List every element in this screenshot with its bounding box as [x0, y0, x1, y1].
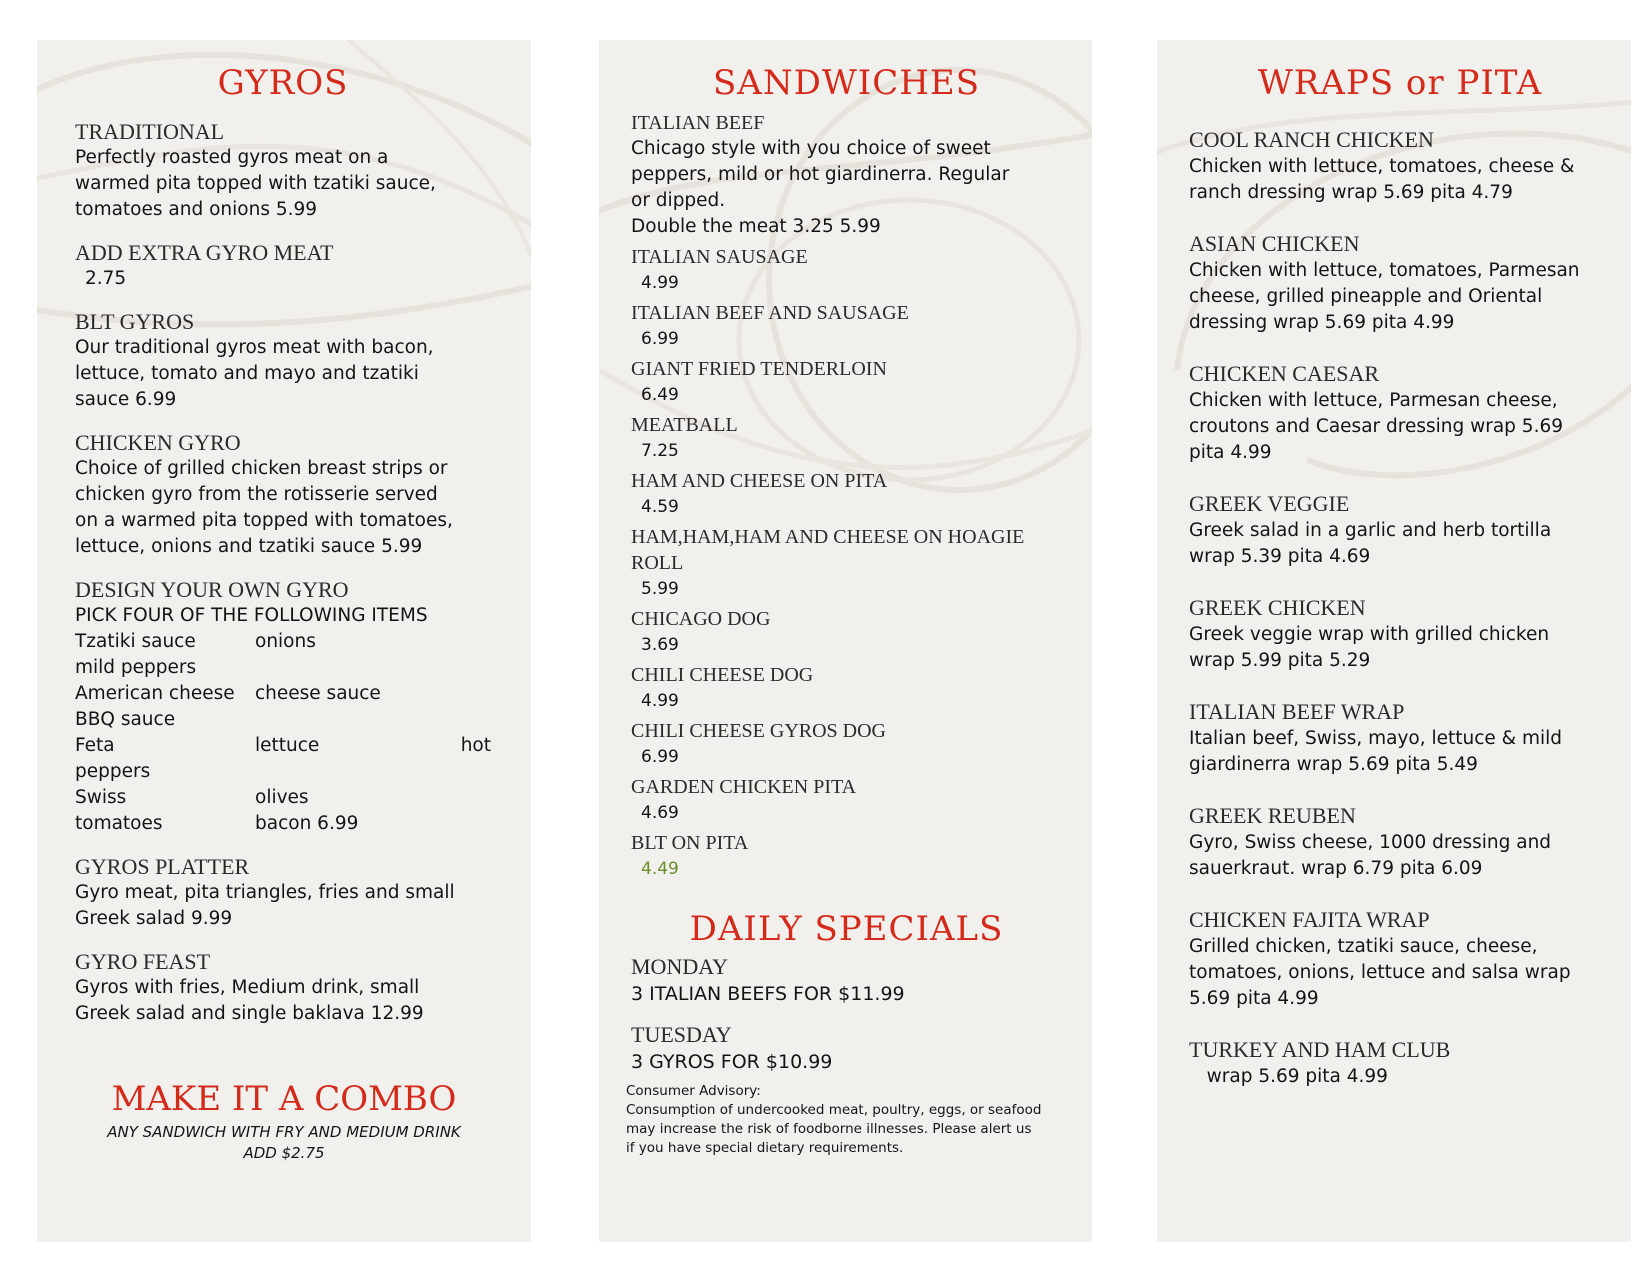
menu-item [631, 830, 1062, 882]
diy-option: olives [255, 787, 309, 808]
item-price: 2.75 [85, 268, 127, 289]
item-title: BLT GYROS [75, 309, 195, 334]
menu-item [1189, 802, 1611, 882]
menu-item [1189, 698, 1611, 778]
diy-option-row [75, 707, 491, 733]
item-title: CHICAGO DOG [631, 608, 771, 630]
special-deal: 3 ITALIAN BEEFS FOR $11.99 [631, 983, 905, 1005]
diy-option [437, 811, 491, 837]
menu-item [631, 774, 1062, 826]
diy-option [255, 707, 437, 733]
menu-item [1189, 360, 1611, 466]
item-description: Perfectly roasted gyros meat on a warmed pita topped with tzatiki sauce, tomatoes and onions 5.99 [75, 147, 436, 220]
diy-option-row [75, 629, 491, 655]
item-title: HAM AND CHEESE ON PITA [631, 470, 888, 492]
item-price: 4.59 [641, 497, 679, 517]
diy-option-row [75, 759, 491, 785]
diy-subtitle: PICK FOUR OF THE FOLLOWING ITEMS [75, 605, 428, 626]
diy-option: tomatoes [75, 813, 163, 834]
diy-option [437, 629, 491, 655]
item-title: CHICKEN CAESAR [1189, 361, 1380, 386]
item-price: 4.99 [641, 273, 679, 293]
diy-option [437, 655, 491, 681]
item-title: ITALIAN SAUSAGE [631, 246, 808, 268]
item-description: Choice of grilled chicken breast strips or chicken gyro from the rotisserie served on a warmed pita topped with tomatoes, lettuce, onions and tzatiki sauce 5.99 [75, 458, 453, 557]
menu-item [631, 110, 1062, 240]
item-description: Grilled chicken, tzatiki sauce, cheese, tomatoes, onions, lettuce and salsa wrap 5.69 pita 4.99 [1189, 936, 1571, 1009]
item-title: HAM,HAM,HAM AND CHEESE ON HOAGIE ROLL [631, 526, 1025, 574]
item-title: ASIAN CHICKEN [1189, 231, 1360, 256]
menu-item [631, 356, 1062, 408]
item-title: TURKEY AND HAM CLUB [1189, 1037, 1451, 1062]
item-title: ITALIAN BEEF WRAP [1189, 699, 1405, 724]
menu-item [75, 429, 491, 560]
item-title: GARDEN CHICKEN PITA [631, 776, 857, 798]
menu-item [75, 948, 491, 1027]
wraps-column [1157, 40, 1631, 1242]
diy-option: BBQ sauce [75, 709, 176, 730]
diy-option: cheese sauce [255, 683, 381, 704]
item-title: BLT ON PITA [631, 832, 749, 854]
diy-option [437, 785, 491, 811]
consumer-advisory: Consumer Advisory: Consumption of undercooked meat, poultry, eggs, or seafood may increase the risk of foodborne illnesses. Please alert us if you have special dietary requirements. [626, 1083, 1042, 1156]
menu-item [631, 662, 1062, 714]
diy-option: American cheese [75, 683, 235, 704]
diy-option: peppers [75, 761, 151, 782]
item-description: Chicken with lettuce, tomatoes, Parmesan cheese, grilled pineapple and Oriental dressing wrap 5.69 pita 4.99 [1189, 260, 1580, 333]
item-title: GREEK VEGGIE [1189, 491, 1350, 516]
item-title: ITALIAN BEEF AND SAUSAGE [631, 302, 909, 324]
menu-item [75, 239, 491, 292]
item-description: Our traditional gyros meat with bacon, lettuce, tomato and mayo and tzatiki sauce 6.99 [75, 337, 434, 410]
diy-option [437, 759, 491, 785]
item-description: Chicken with lettuce, Parmesan cheese, croutons and Caesar dressing wrap 5.69 pita 4.99 [1189, 390, 1563, 463]
menu-item [631, 524, 1062, 602]
item-title: COOL RANCH CHICKEN [1189, 127, 1434, 152]
item-description: Chicago style with you choice of sweet peppers, mild or hot giardinerra. Regular or dipped. Double the meat 3.25 5.99 [631, 138, 1010, 237]
item-title: TRADITIONAL [75, 119, 225, 144]
item-price: 6.99 [641, 747, 679, 767]
item-title: GYROS PLATTER [75, 854, 250, 879]
item-title: CHICKEN FAJITA WRAP [1189, 907, 1430, 932]
item-description: wrap 5.69 pita 4.99 [1189, 1066, 1388, 1087]
diy-option-row [75, 655, 491, 681]
gyros-heading: GYROS [217, 63, 349, 103]
diy-option: lettuce [255, 735, 320, 756]
item-title: DESIGN YOUR OWN GYRO [75, 577, 349, 602]
item-description: Greek salad in a garlic and herb tortilla wrap 5.39 pita 4.69 [1189, 520, 1552, 567]
daily-specials-heading: DAILY SPECIALS [689, 909, 1004, 949]
item-title: GYRO FEAST [75, 949, 211, 974]
special-day: TUESDAY [631, 1022, 732, 1047]
item-price: 5.99 [641, 579, 679, 599]
menu-item [1189, 230, 1611, 336]
menu-item [75, 118, 491, 223]
menu-item [1189, 126, 1611, 206]
item-price: 4.69 [641, 803, 679, 823]
diy-option: Feta [75, 735, 115, 756]
item-description: Chicken with lettuce, tomatoes, cheese & ranch dressing wrap 5.69 pita 4.79 [1189, 156, 1575, 203]
special-day: MONDAY [631, 954, 728, 979]
menu-item [631, 606, 1062, 658]
sandwiches-column [599, 40, 1092, 1242]
diy-option: hot [460, 735, 491, 756]
diy-option: Swiss [75, 787, 127, 808]
menu-item [631, 468, 1062, 520]
diy-option-row [75, 811, 491, 837]
menu-item [75, 308, 491, 413]
item-price: 6.99 [641, 329, 679, 349]
item-title: ITALIAN BEEF [631, 112, 765, 134]
item-price: 3.69 [641, 635, 679, 655]
item-title: GREEK REUBEN [1189, 803, 1356, 828]
diy-option-row [75, 681, 491, 707]
item-price: 7.25 [641, 441, 679, 461]
combo-heading: MAKE IT A COMBO [111, 1079, 457, 1119]
item-title: MEATBALL [631, 414, 738, 436]
menu-item [1189, 1036, 1611, 1090]
wraps-heading: WRAPS or PITA [1257, 63, 1543, 103]
diy-option: Tzatiki sauce [75, 631, 196, 652]
diy-option: bacon 6.99 [255, 813, 359, 834]
item-price: 4.49 [641, 859, 679, 879]
diy-option [255, 759, 437, 785]
menu-item [631, 300, 1062, 352]
diy-option: mild peppers [75, 657, 197, 678]
menu-item [631, 244, 1062, 296]
item-title: CHICKEN GYRO [75, 430, 241, 455]
design-your-own-gyro [75, 576, 491, 837]
menu-item [631, 412, 1062, 464]
sandwiches-heading: SANDWICHES [712, 63, 980, 103]
gyros-column [37, 40, 531, 1242]
special-deal: 3 GYROS FOR $10.99 [631, 1051, 833, 1073]
item-description: Gyro meat, pita triangles, fries and small Greek salad 9.99 [75, 882, 455, 929]
item-description: Italian beef, Swiss, mayo, lettuce & mild giardinerra wrap 5.69 pita 5.49 [1189, 728, 1563, 775]
combo-text: ANY SANDWICH WITH FRY AND MEDIUM DRINK ADD $2.75 [107, 1123, 461, 1162]
item-description: Gyro, Swiss cheese, 1000 dressing and sauerkraut. wrap 6.79 pita 6.09 [1189, 832, 1552, 879]
menu-item [1189, 906, 1611, 1012]
item-description: Greek veggie wrap with grilled chicken wrap 5.99 pita 5.29 [1189, 624, 1550, 671]
diy-option [437, 681, 491, 707]
special-item [631, 1022, 1062, 1076]
item-title: ADD EXTRA GYRO MEAT [75, 240, 334, 265]
menu-item [75, 853, 491, 932]
menu-item [1189, 594, 1611, 674]
special-item [631, 954, 1062, 1008]
menu-item [631, 718, 1062, 770]
diy-option [437, 707, 491, 733]
item-title: CHILI CHEESE GYROS DOG [631, 720, 886, 742]
item-price: 4.99 [641, 691, 679, 711]
item-title: GIANT FRIED TENDERLOIN [631, 358, 887, 380]
menu-item [1189, 490, 1611, 570]
diy-option [255, 655, 437, 681]
item-price: 6.49 [641, 385, 679, 405]
item-title: CHILI CHEESE DOG [631, 664, 814, 686]
diy-option-row [75, 785, 491, 811]
item-title: GREEK CHICKEN [1189, 595, 1366, 620]
diy-option: onions [255, 631, 316, 652]
item-description: Gyros with fries, Medium drink, small Greek salad and single baklava 12.99 [75, 977, 424, 1024]
diy-option-row [75, 733, 491, 759]
